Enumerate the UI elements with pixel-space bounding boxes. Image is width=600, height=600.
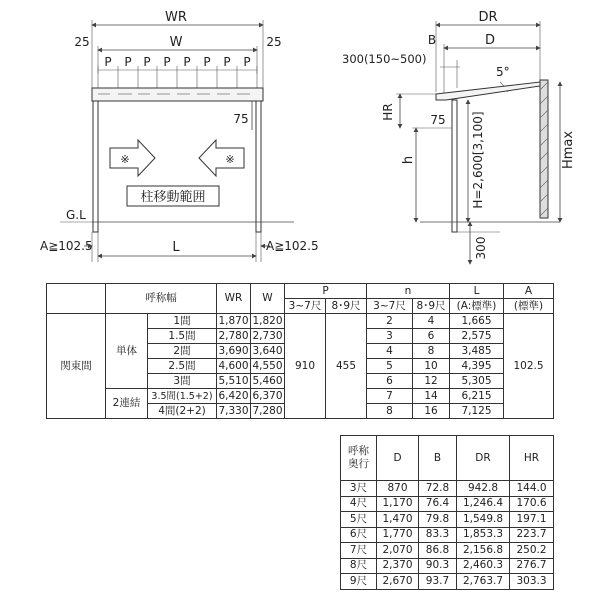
pitch-label: P — [124, 55, 132, 69]
row-wr: 7,330 — [218, 404, 249, 417]
dim-300-range-label: 300(150~500) — [342, 52, 427, 66]
row-wr: 4,600 — [218, 359, 249, 372]
dim-edge-right-label: 25 — [266, 35, 282, 49]
depth-row-name: 5尺 — [341, 512, 377, 528]
depth-row-hr: 223.7 — [510, 527, 554, 543]
depth-row-name: 6尺 — [341, 527, 377, 543]
angle-label: 5° — [496, 65, 510, 79]
header-wr: WR — [217, 284, 251, 314]
post-right — [256, 101, 261, 232]
depth-row-name: 7尺 — [341, 543, 377, 559]
depth-header-name-1: 呼称 — [348, 445, 369, 457]
row-w: 5,460 — [252, 374, 283, 387]
dim-b-label: B — [427, 33, 437, 47]
depth-row — [341, 574, 554, 590]
right-arrow-icon — [110, 140, 155, 176]
row-wr: 2,780 — [218, 329, 249, 342]
depth-row — [341, 527, 554, 543]
row-n1: 2 — [367, 314, 413, 329]
depth-row-d: 2,370 — [377, 558, 419, 574]
ground-label: G.L — [66, 208, 86, 222]
header-n: n — [367, 284, 450, 299]
header-a: A — [504, 284, 554, 299]
depth-row-b: 72.8 — [419, 481, 457, 497]
dim-a-left-label: A≧102.5 — [40, 239, 93, 253]
depth-row-hr: 197.1 — [510, 512, 554, 528]
row-w: 7,280 — [252, 404, 283, 417]
row-l: 4,395 — [450, 359, 504, 374]
row-n2: 14 — [413, 389, 450, 404]
dim-75-front-label: 75 — [233, 112, 249, 126]
depth-row — [341, 481, 554, 497]
depth-row-hr: 170.6 — [510, 496, 554, 512]
spec-table — [46, 283, 554, 419]
header-span-n1: 3~7尺 — [367, 299, 413, 314]
row-name: 4間(2+2) — [148, 404, 217, 419]
depth-row-hr: 250.2 — [510, 543, 554, 559]
row-name: 1間 — [148, 314, 217, 329]
row-n1: 7 — [367, 389, 413, 404]
depth-row-d: 1,770 — [377, 527, 419, 543]
row-name: 3間 — [148, 374, 217, 389]
depth-header-name-2: 奥行 — [348, 458, 369, 470]
depth-row-hr: 144.0 — [510, 481, 554, 497]
depth-header-d: D — [377, 436, 419, 481]
depth-row-b: 83.3 — [419, 527, 457, 543]
dim-edge-left-label: 25 — [74, 35, 90, 49]
group-double-cell: 2連結 — [106, 389, 148, 419]
group-single-cell: 単体 — [106, 314, 148, 389]
side-post — [452, 100, 457, 232]
depth-row-dr: 2,460.3 — [457, 558, 510, 574]
row-name: 2.5間 — [148, 359, 217, 374]
a-value: 102.5 — [504, 314, 554, 419]
depth-row — [341, 512, 554, 528]
pitch-label: P — [104, 55, 112, 69]
header-name-width: 呼称幅 — [106, 284, 217, 314]
table-row — [47, 314, 554, 329]
dim-w-label: W — [169, 35, 183, 50]
row-w: 3,640 — [252, 344, 283, 357]
dim-a-right-label: A≧102.5 — [266, 239, 319, 253]
p-value-1: 910 — [285, 314, 326, 419]
row-w: 1,820 — [252, 314, 283, 327]
depth-row-dr: 942.8 — [457, 481, 510, 497]
pitch-label: P — [203, 55, 211, 69]
row-wr: 3,690 — [218, 344, 249, 357]
row-n2: 16 — [413, 404, 450, 419]
row-w: 4,550 — [252, 359, 283, 372]
depth-row-name: 9尺 — [341, 574, 377, 590]
dim-hr-label: HR — [381, 103, 395, 121]
row-n1: 3 — [367, 329, 413, 344]
row-n2: 8 — [413, 344, 450, 359]
dim-d-label: D — [484, 33, 496, 48]
header-span-p2: 8･9尺 — [326, 299, 367, 314]
post-left — [93, 101, 98, 232]
row-w: 6,370 — [252, 389, 283, 402]
row-l: 3,485 — [450, 344, 504, 359]
row-n2: 6 — [413, 329, 450, 344]
depth-row-d: 2,070 — [377, 543, 419, 559]
row-l: 1,665 — [450, 314, 504, 329]
depth-row-dr: 1,246.4 — [457, 496, 510, 512]
depth-row-d: 1,470 — [377, 512, 419, 528]
dim-l-label: L — [172, 240, 180, 255]
row-l: 6,215 — [450, 389, 504, 404]
row-wr: 1,870 — [218, 314, 249, 327]
depth-row-d: 1,170 — [377, 496, 419, 512]
depth-row-d: 870 — [377, 481, 419, 497]
row-n1: 4 — [367, 344, 413, 359]
row-n1: 6 — [367, 374, 413, 389]
note-mark-left: ※ — [120, 153, 130, 166]
depth-row-b: 79.8 — [419, 512, 457, 528]
table-header-row — [47, 284, 554, 299]
depth-row-b: 90.3 — [419, 558, 457, 574]
depth-row-hr: 303.3 — [510, 574, 554, 590]
row-w: 2,730 — [252, 329, 283, 342]
depth-header-row — [341, 436, 554, 481]
header-span-n2: 8･9尺 — [413, 299, 450, 314]
side-wall — [540, 80, 548, 218]
header-l-sub: (A:標準) — [450, 299, 504, 314]
depth-header-hr: HR — [510, 436, 554, 481]
roof-beam — [92, 88, 263, 101]
depth-header-name — [341, 436, 377, 481]
pitch-label: P — [163, 55, 171, 69]
header-a-sub: (標準) — [504, 299, 554, 314]
row-wr: 6,420 — [218, 389, 249, 402]
header-w: W — [251, 284, 285, 314]
row-n2: 10 — [413, 359, 450, 374]
depth-row — [341, 558, 554, 574]
header-span-p1: 3~7尺 — [285, 299, 326, 314]
row-name: 1.5間 — [148, 329, 217, 344]
region-cell: 関東間 — [47, 314, 106, 419]
dim-dr-label: DR — [478, 10, 498, 25]
row-n2: 4 — [413, 314, 450, 329]
post-range-label: 柱移動範囲 — [140, 190, 206, 205]
pitch-label: P — [143, 55, 151, 69]
depth-row-dr: 2,763.7 — [457, 574, 510, 590]
depth-row-name: 4尺 — [341, 496, 377, 512]
depth-row-dr: 1,549.8 — [457, 512, 510, 528]
row-n1: 5 — [367, 359, 413, 374]
pitch-row — [98, 55, 257, 88]
depth-row-b: 76.4 — [419, 496, 457, 512]
dim-wr-label: WR — [165, 10, 187, 25]
dim-75-side-label: 75 — [430, 113, 446, 127]
dim-hmax-label: Hmax — [561, 130, 576, 170]
dim-300-label: 300 — [474, 236, 488, 260]
pitch-label: P — [243, 55, 251, 69]
row-n2: 12 — [413, 374, 450, 389]
depth-row-hr: 276.7 — [510, 558, 554, 574]
left-arrow-icon — [199, 140, 244, 176]
depth-table — [340, 435, 554, 590]
row-l: 5,305 — [450, 374, 504, 389]
pitch-label: P — [183, 55, 191, 69]
pitch-label: P — [223, 55, 231, 69]
row-l: 2,575 — [450, 329, 504, 344]
row-n1: 8 — [367, 404, 413, 419]
header-p: P — [285, 284, 367, 299]
depth-row-name: 8尺 — [341, 558, 377, 574]
dim-h-label: h — [401, 155, 416, 165]
dim-h-value-label: H=2,600[3,100] — [471, 111, 485, 209]
row-name: 3.5間(1.5+2) — [148, 389, 217, 404]
row-name: 2間 — [148, 344, 217, 359]
depth-row — [341, 543, 554, 559]
depth-row-name: 3尺 — [341, 481, 377, 497]
side-roof — [436, 82, 540, 100]
p-value-2: 455 — [326, 314, 367, 419]
depth-row-b: 86.8 — [419, 543, 457, 559]
depth-row-dr: 1,853.3 — [457, 527, 510, 543]
depth-header-b: B — [419, 436, 457, 481]
row-l: 7,125 — [450, 404, 504, 419]
depth-header-dr: DR — [457, 436, 510, 481]
depth-row-dr: 2,156.8 — [457, 543, 510, 559]
note-mark-right: ※ — [225, 153, 235, 166]
depth-row-b: 93.7 — [419, 574, 457, 590]
header-l: L — [450, 284, 504, 299]
depth-row-d: 2,670 — [377, 574, 419, 590]
row-wr: 5,510 — [218, 374, 249, 387]
depth-row — [341, 496, 554, 512]
